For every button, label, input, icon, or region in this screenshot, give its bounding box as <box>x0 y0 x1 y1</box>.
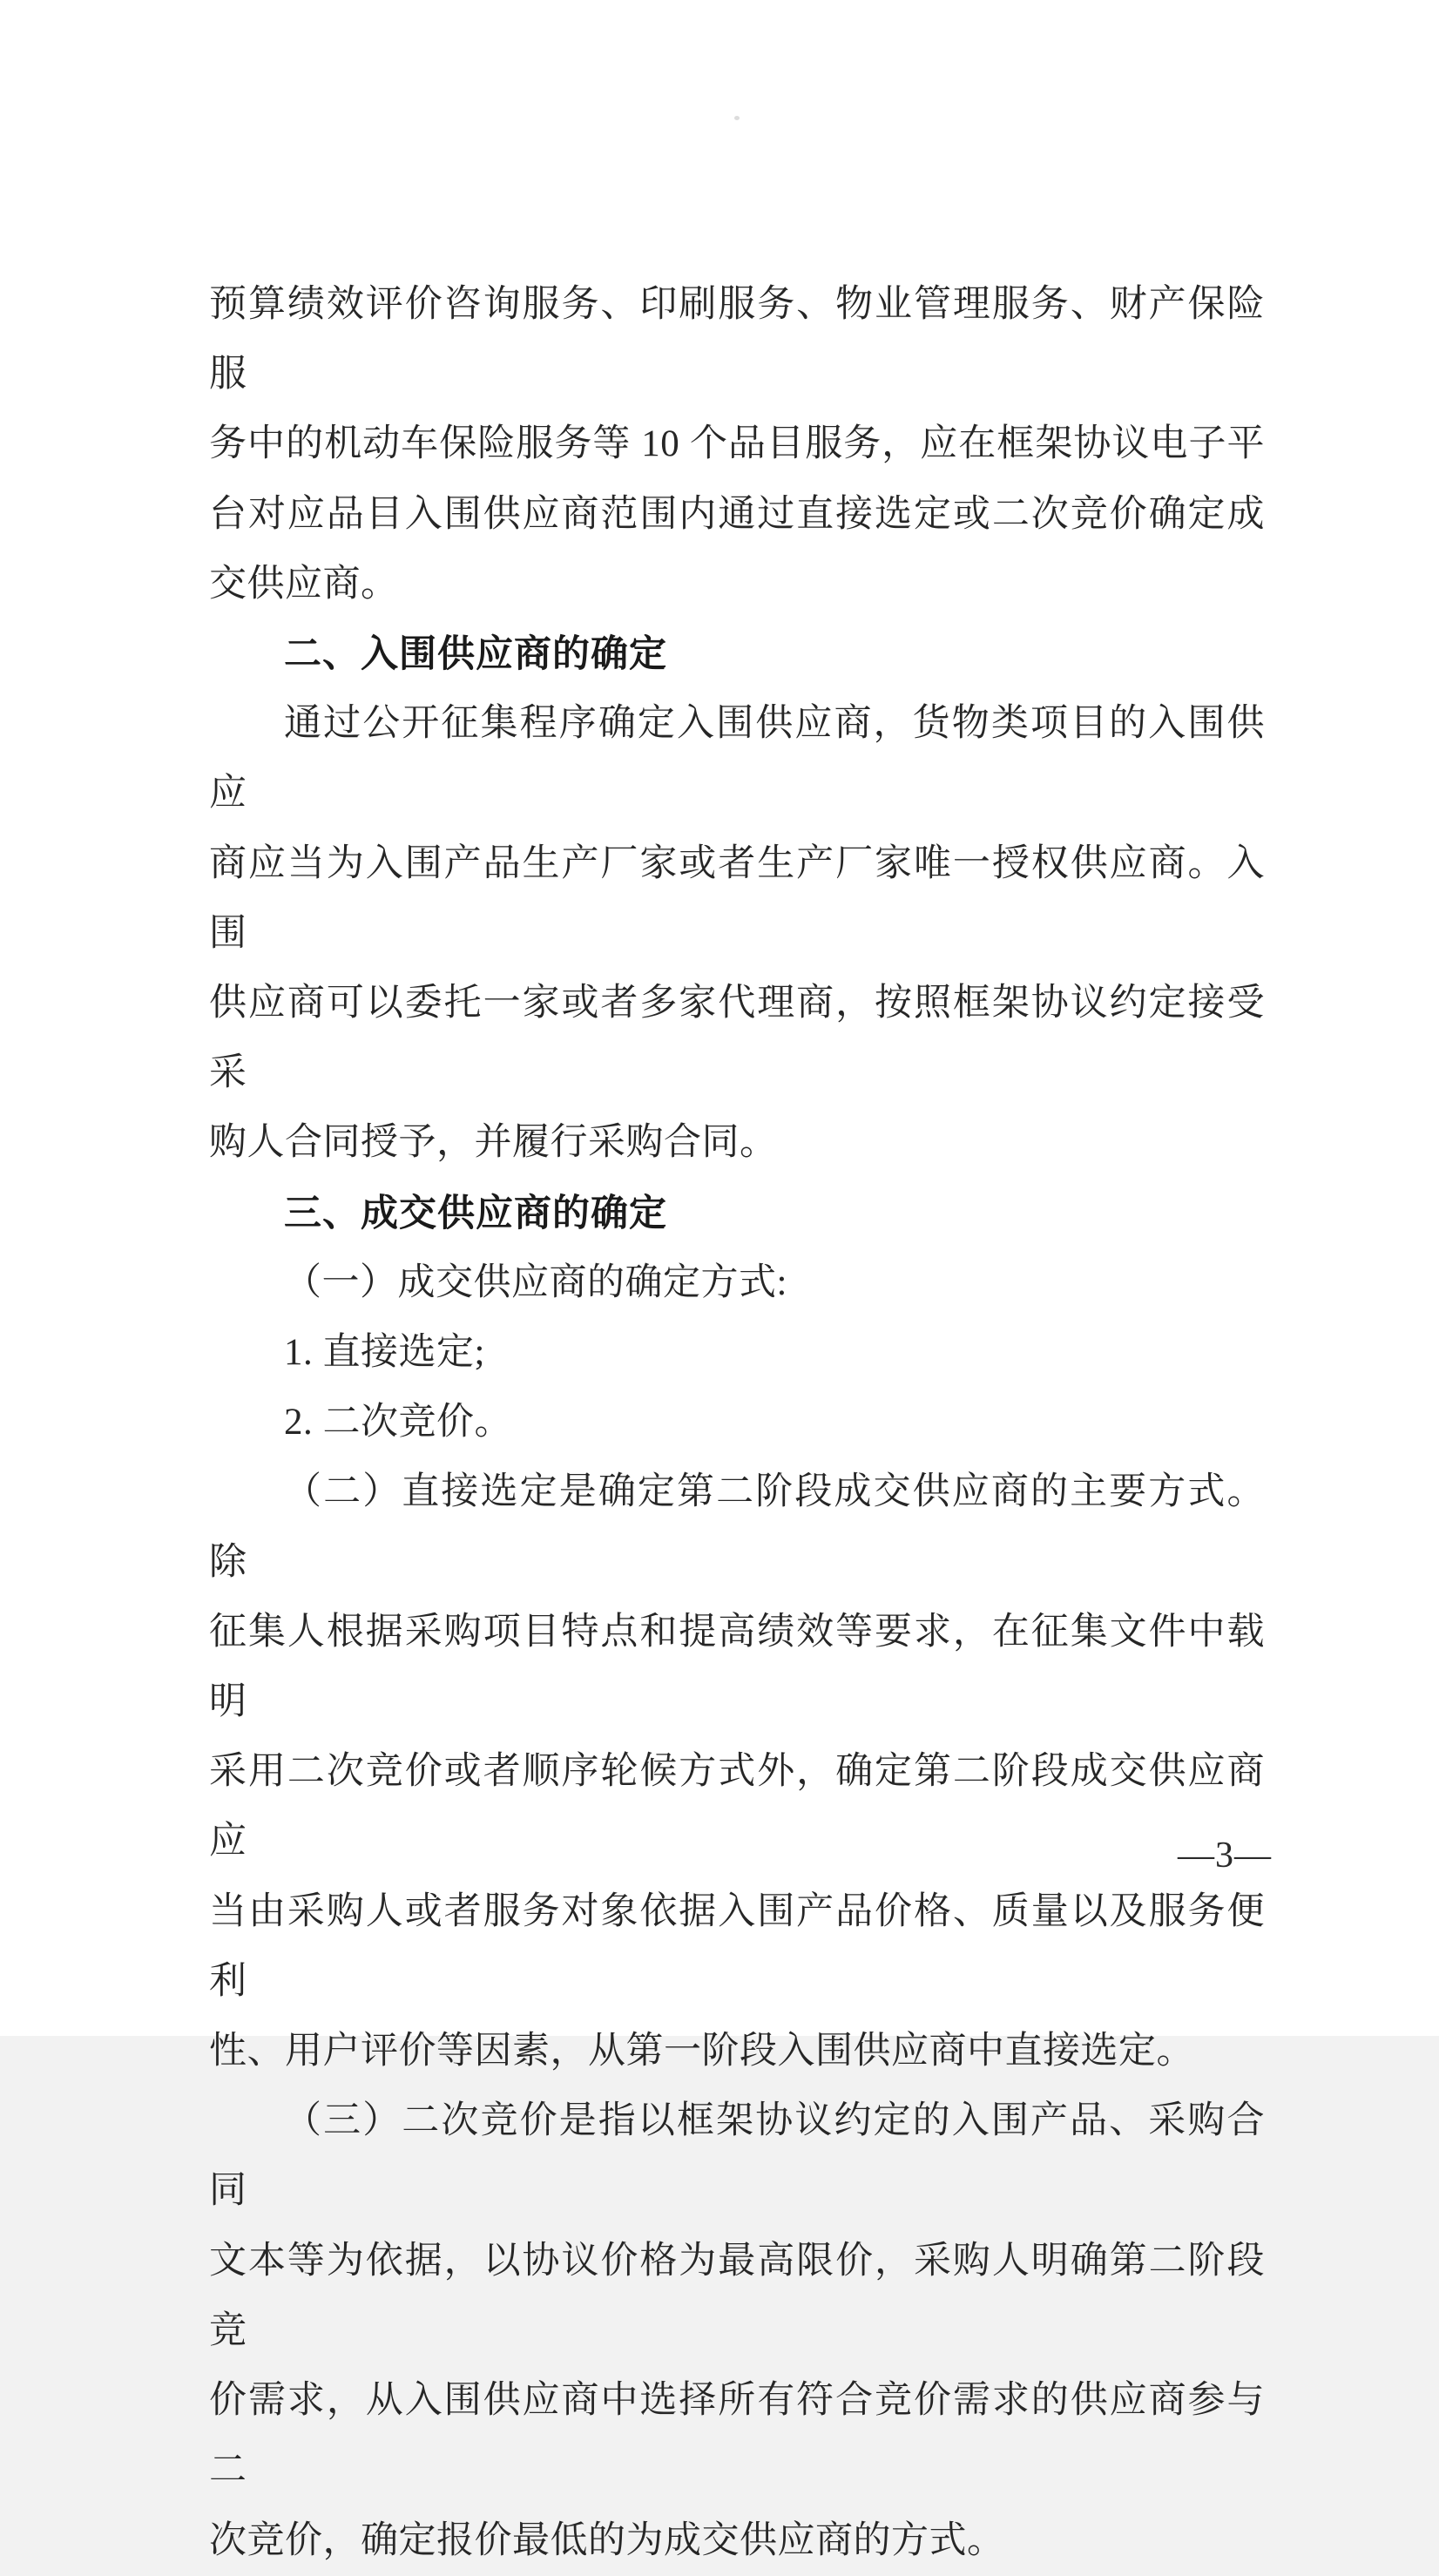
text-line: 购人合同授予，并履行采购合同。 <box>209 1122 778 1164</box>
text-line: 性、用户评价等因素，从第一阶段入围供应商中直接选定。 <box>209 2031 1194 2072</box>
text-line: （一）成交供应商的确定方式: <box>284 1261 787 1303</box>
document-body <box>209 270 1265 2576</box>
text-line: 台对应品目入围供应商范围内通过直接选定或二次竞价确定成 <box>209 493 1265 535</box>
page-number: —3— <box>1178 1836 1272 1876</box>
scan-artifact-speck <box>734 116 740 120</box>
text-line: 2. 二次竞价。 <box>284 1402 512 1444</box>
text-line: （二）直接选定是确定第二阶段成交供应商的主要方式。除 <box>209 1471 1265 1583</box>
text-line: 次竞价，确定报价最低的为成交供应商的方式。 <box>209 2519 1005 2561</box>
text-line: 通过公开征集程序确定入围供应商，货物类项目的入围供应 <box>209 703 1265 815</box>
text-line: 文本等为依据，以协议价格为最高限价，采购人明确第二阶段竞 <box>209 2240 1265 2351</box>
text-line: 1. 直接选定; <box>284 1332 485 1374</box>
text-line: 采用二次竞价或者顺序轮候方式外，确定第二阶段成交供应商应 <box>209 1751 1265 1863</box>
section-heading: 三、成交供应商的确定 <box>284 1192 667 1234</box>
text-line: 征集人根据采购项目特点和提高绩效等要求，在征集文件中载明 <box>209 1611 1265 1723</box>
text-line: 交供应商。 <box>209 563 399 605</box>
text-line: 价需求，从入围供应商中选择所有符合竞价需求的供应商参与二 <box>209 2380 1265 2491</box>
text-line: 预算绩效评价咨询服务、印刷服务、物业管理服务、财产保险服 <box>209 284 1265 396</box>
text-line: （三）二次竞价是指以框架协议约定的入围产品、采购合同 <box>209 2100 1265 2212</box>
section-heading: 二、入围供应商的确定 <box>284 633 667 676</box>
text-line: 供应商可以委托一家或者多家代理商，按照框架协议约定接受采 <box>209 983 1265 1094</box>
text-line: 当由采购人或者服务对象依据入围产品价格、质量以及服务便利 <box>209 1890 1265 2002</box>
text-line: 商应当为入围产品生产厂家或者生产厂家唯一授权供应商。入围 <box>209 842 1265 954</box>
text-line: 务中的机动车保险服务等 10 个品目服务，应在框架协议电子平 <box>209 423 1265 465</box>
